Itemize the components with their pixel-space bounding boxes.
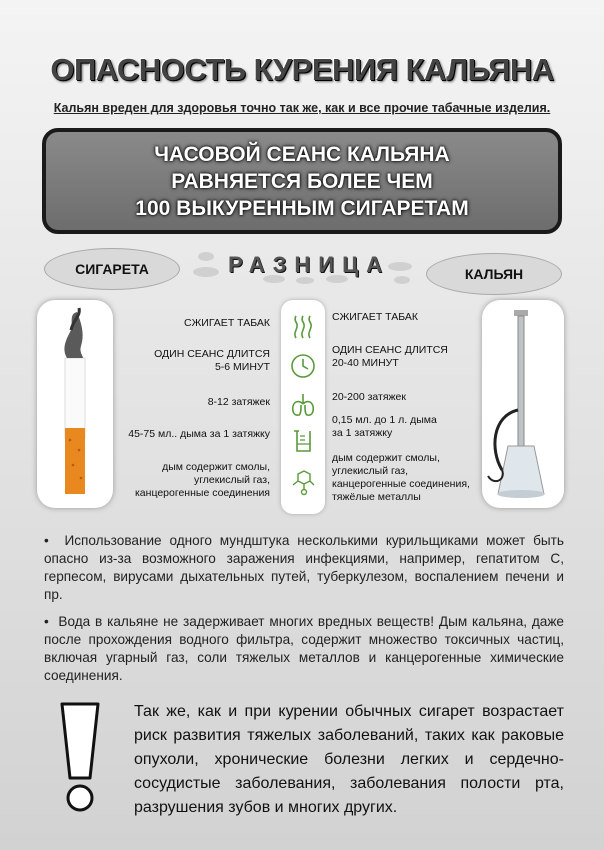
hookah-cloud (426, 253, 562, 295)
smoke-icon (290, 314, 316, 340)
cigarette-duration: 5-6 МИНУТ (214, 361, 270, 373)
smoke-puff (296, 277, 314, 284)
icon-column (281, 300, 325, 514)
cigarette-smoke-volume: 45-75 мл.. дыма за 1 затяжку (128, 428, 270, 440)
banner-line: 100 ВЫКУРЕННЫМ СИГАРЕТАМ (135, 196, 469, 220)
smoke-puff (388, 262, 412, 271)
hookah-contents: углекислый газ, (332, 465, 409, 477)
hookah-duration: 20-40 МИНУТ (332, 357, 399, 369)
page-title: ОПАСНОСТЬ КУРЕНИЯ КАЛЬЯНА (50, 52, 554, 87)
hookah-session: ОДИН СЕАНС ДЛИТСЯ (332, 344, 448, 356)
smoke-puff (394, 276, 410, 284)
bullet-paragraph (44, 613, 564, 685)
cigarette-cloud (44, 248, 180, 290)
hookah-photo (482, 300, 564, 508)
hookah-label: КАЛЬЯН (464, 266, 524, 282)
hookah-burns: СЖИГАЕТ ТАБАК (332, 311, 418, 323)
cigarette-icon (37, 300, 113, 508)
hookah-contents: тяжёлые металлы (332, 491, 421, 503)
smoke-puff (193, 267, 219, 277)
headline-banner (42, 128, 562, 234)
bullet-paragraph (44, 532, 564, 604)
cigarette-contents: канцерогенные соединения (134, 487, 270, 499)
hookah-contents: канцерогенные соединения, (332, 478, 470, 490)
hookah-smoke-volume: 0,15 мл. до 1 л. дыма (332, 414, 437, 426)
bullet-icon: • (44, 614, 59, 629)
warning-text: Так же, как и при курении обычных сигарет возрастает риск развития тяжелых заболеваний, таких как раковые опухоли, хронические болезни легких и сердечно-сосудистые заболевания, заболевания полости рта, разрушения зубов и многих других. (134, 703, 564, 816)
molecule-icon (290, 468, 316, 498)
cigarette-photo (37, 300, 113, 508)
banner-line: РАВНЯЕТСЯ БОЛЕЕ ЧЕМ (171, 169, 433, 193)
banner-line: ЧАСОВОЙ СЕАНС КАЛЬЯНА (154, 142, 450, 166)
cigarette-label: СИГАРЕТА (75, 261, 149, 277)
hookah-icon (482, 300, 564, 508)
bullet-text: Использование одного мундштука несколькими курильщиками может быть опасно из-за возможного заражения инфекциями, например, гепатитом С, герпесом, вирусами дыхательных путей, туберкулезом, воспалением печени и пр. (44, 533, 564, 602)
cigarette-puffs: 8-12 затяжек (207, 396, 270, 408)
beaker-icon (290, 428, 316, 454)
page-subtitle: Кальян вреден для здоровья точно так же, как и все прочие табачные изделия. (53, 101, 551, 115)
cigarette-contents: углекислый газ, (193, 474, 270, 486)
bullet-text: Вода в кальяне не задерживает многих вредных веществ! Дым кальяна, даже после прохождения водного фильтра, содержит множество токсичных частиц, включая угарный газ, соли тяжелых металлов и канцерогенные химические соединения. (44, 614, 564, 683)
cigarette-session: ОДИН СЕАНС ДЛИТСЯ (154, 348, 270, 360)
lungs-icon (290, 392, 316, 418)
bullet-icon: • (44, 533, 65, 548)
cigarette-contents: дым содержит смолы, (162, 461, 270, 473)
difference-heading: РАЗНИЦА (228, 252, 391, 277)
hookah-puffs: 20-200 затяжек (332, 391, 406, 403)
hookah-smoke-volume: за 1 затяжку (332, 427, 393, 439)
cigarette-burns: СЖИГАЕТ ТАБАК (184, 317, 270, 329)
clock-icon (290, 353, 316, 379)
hookah-contents: дым содержит смолы, (332, 452, 440, 464)
smoke-puff (198, 252, 214, 261)
exclamation-icon (58, 702, 102, 814)
